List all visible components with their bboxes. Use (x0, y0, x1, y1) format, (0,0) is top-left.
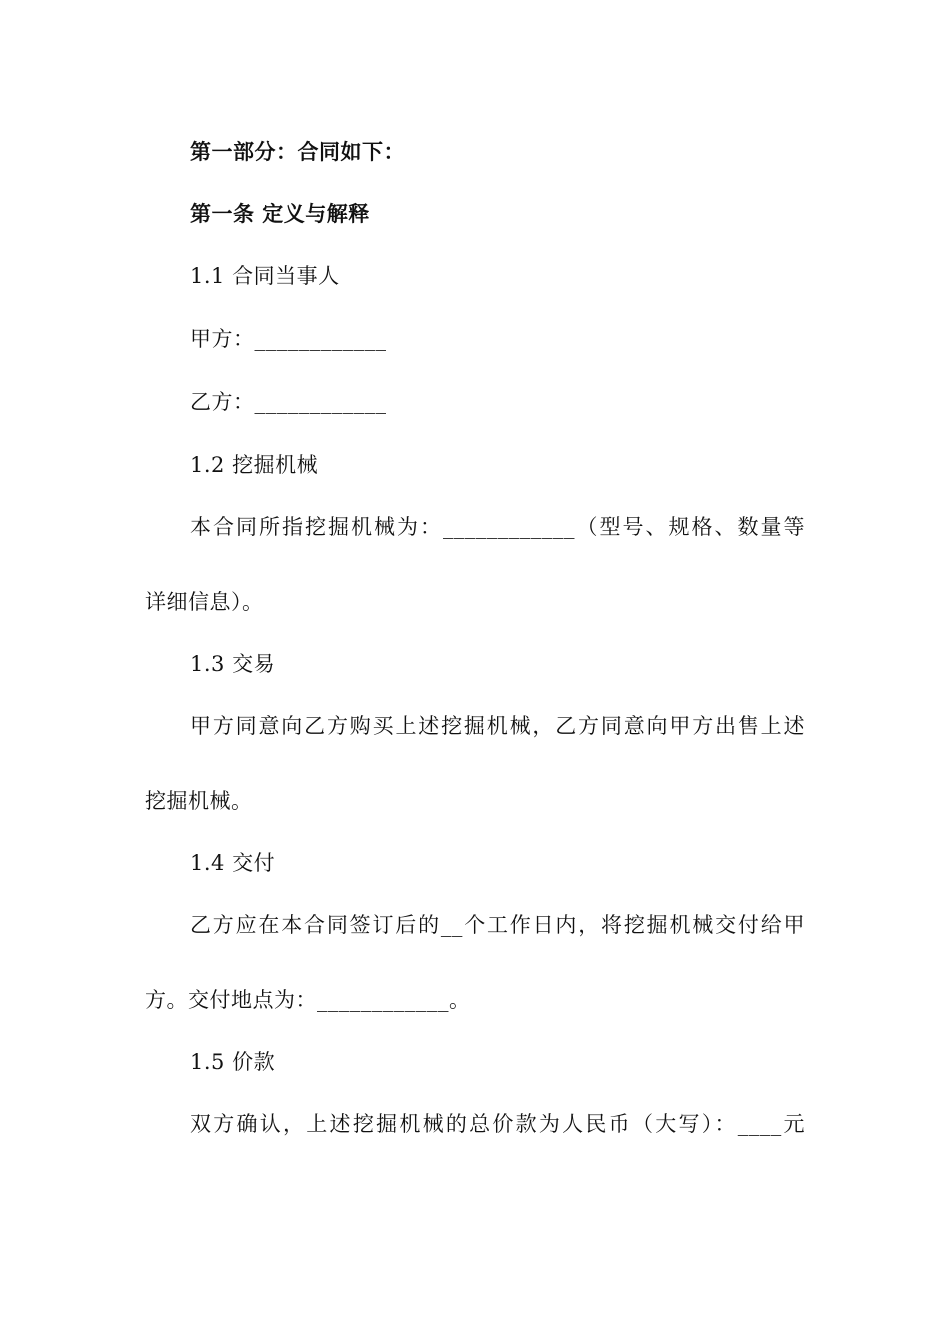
part-heading: 第一部分：合同如下： (190, 140, 405, 164)
section-1-2-text-line1: 本合同所指挖掘机械为：____________（型号、规格、数量等 (190, 515, 805, 539)
party-b-line: 乙方：____________ (190, 390, 387, 414)
section-1-4-text-line2: 方。交付地点为：____________。 (145, 988, 471, 1012)
section-1-5-text-line1: 双方确认，上述挖掘机械的总价款为人民币（大写）：____元 (190, 1112, 805, 1136)
section-1-2-text-line2: 详细信息）。 (145, 590, 264, 614)
section-1-3-text-line1: 甲方同意向乙方购买上述挖掘机械，乙方同意向甲方出售上述 (190, 714, 805, 738)
party-a-line: 甲方：____________ (190, 327, 387, 351)
section-1-4-heading: 1.4 交付 (190, 851, 276, 875)
section-1-4-text-line1: 乙方应在本合同签订后的__个工作日内，将挖掘机械交付给甲 (190, 913, 805, 937)
section-1-3-heading: 1.3 交易 (190, 652, 276, 676)
section-1-2-heading: 1.2 挖掘机械 (190, 453, 319, 477)
section-1-1-heading: 1.1 合同当事人 (190, 264, 340, 288)
section-1-3-text-line2: 挖掘机械。 (145, 789, 253, 813)
article-heading: 第一条 定义与解释 (190, 202, 370, 226)
section-1-5-heading: 1.5 价款 (190, 1050, 276, 1074)
